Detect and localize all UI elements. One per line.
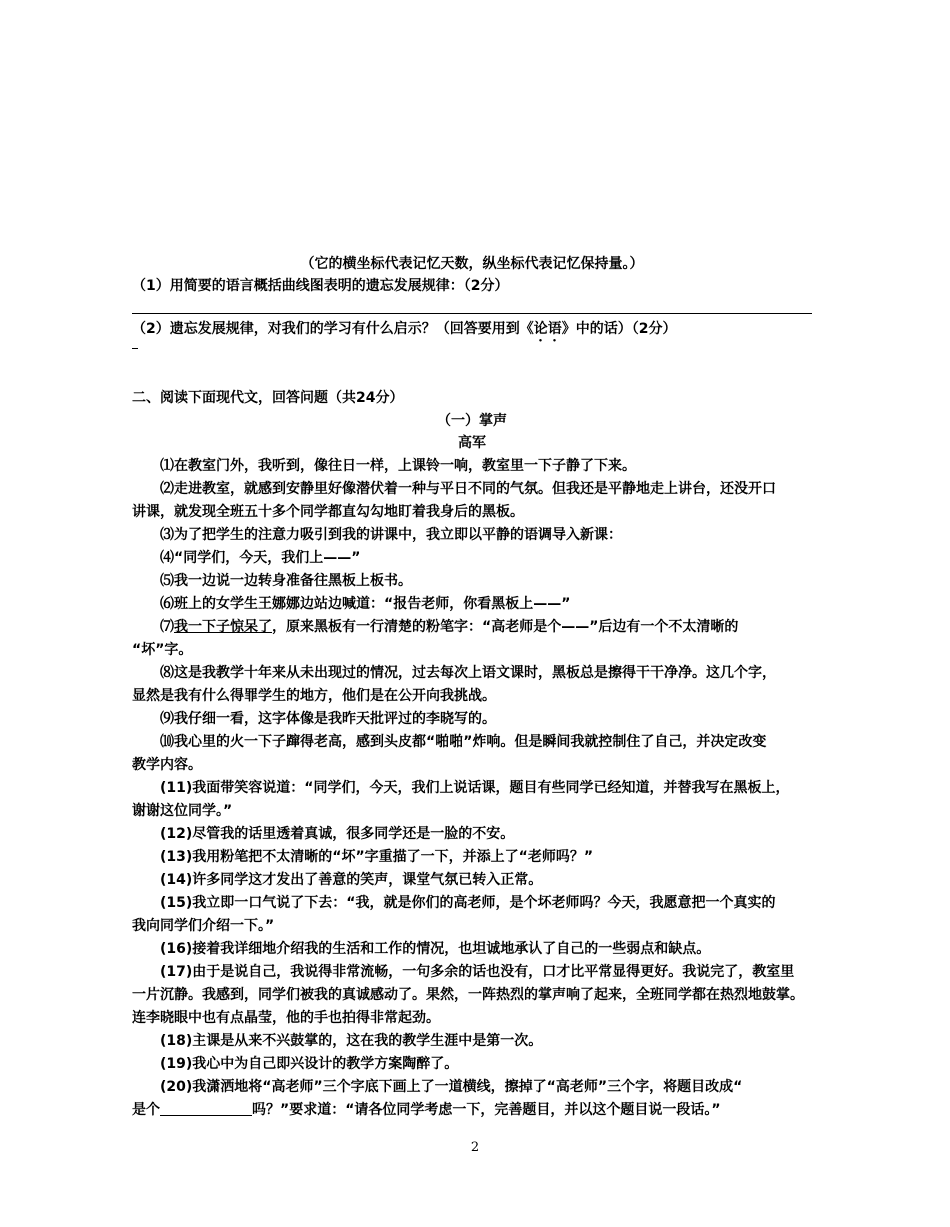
paragraph-18: (18)主课是从来不兴鼓掌的，这在我的教学生涯中是第一次。 xyxy=(160,1033,543,1049)
question-2-after: 中的话）（2分） xyxy=(575,321,677,337)
paragraph-7-rest: ，原来黑板有一行清楚的粉笔字：“高老师是个——”后边有一个不太清晰的 xyxy=(272,619,739,635)
question-1: （1）用简要的语言概括曲线图表明的遗忘发展规律：（2分） xyxy=(132,278,509,294)
paragraph-9: ⑼我仔细一看，这字体像是我昨天批评过的李晓写的。 xyxy=(160,711,496,727)
paragraph-3: ⑶为了把学生的注意力吸引到我的讲课中，我立即以平静的语调导入新课： xyxy=(160,527,622,543)
paragraph-20-line-1: (20)我潇洒地将“高老师”三个字底下画上了一道横线，擦掉了“高老师”三个字，将题目改成“ xyxy=(160,1079,743,1095)
paragraph-19: (19)我心中为自己即兴设计的教学方案陶醉了。 xyxy=(160,1056,459,1072)
story-author: 高军 xyxy=(458,435,486,451)
question-2-emphasis: 《论语》 xyxy=(519,321,576,337)
paragraph-7-number: ⑺ xyxy=(160,619,174,635)
question-2-before: （2）遗忘发展规律，对我们的学习有什么启示？（回答要用到 xyxy=(132,321,520,337)
paragraph-11-line-2: 谢谢这位同学。” xyxy=(132,803,233,819)
paragraph-17-line-3: 连李晓眼中也有点晶莹，他的手也拍得非常起劲。 xyxy=(132,1010,440,1026)
paragraph-16: (16)接着我详细地介绍我的生活和工作的情况，也坦诚地承认了自己的一些弱点和缺点。 xyxy=(160,941,711,957)
paragraph-2-line-1: ⑵走进教室，就感到安静里好像潜伏着一种与平日不同的气氛。但我还是平静地走上讲台，还没开口 xyxy=(160,481,776,497)
question-2 xyxy=(132,318,812,345)
paragraph-7-line-1 xyxy=(160,616,812,638)
paragraph-7-underlined: 我一下子惊呆了 xyxy=(174,619,272,635)
paragraph-14: (14)许多同学这才发出了善意的笑声，课堂气氛已转入正常。 xyxy=(160,872,543,888)
paragraph-12: (12)尽管我的话里透着真诚，很多同学还是一脸的不安。 xyxy=(160,826,515,842)
paragraph-2-line-2: 讲课，就发现全班五十多个同学都直勾勾地盯着我身后的黑板。 xyxy=(132,504,524,520)
section-heading: 二、阅读下面现代文，回答问题（共24分） xyxy=(132,390,404,406)
paragraph-15-line-1: (15)我立即一口气说了下去：“我，就是你们的高老师，是个坏老师吗？今天，我愿意把一个真实的 xyxy=(160,895,776,911)
paragraph-7-line-2: “坏”字。 xyxy=(132,642,193,658)
paragraph-15-line-2: 我向同学们介绍一下。” xyxy=(132,918,275,934)
fill-in-blank[interactable] xyxy=(160,1101,252,1116)
paragraph-8-line-1: ⑻这是我教学十年来从未出现过的情况，过去每次上语文课时，黑板总是擦得干干净净。这几个字， xyxy=(160,665,776,681)
paragraph-20-line-2 xyxy=(132,1099,812,1121)
paragraph-17-line-1: (17)由于是说自己，我说得非常流畅，一句多余的话也没有，口才比平常显得更好。我说完了，教室里 xyxy=(160,964,795,980)
paragraph-17-line-2: 一片沉静。我感到，同学们被我的真诚感动了。果然，一阵热烈的掌声响了起来，全班同学都在热烈地鼓掌。 xyxy=(132,987,804,1003)
paragraph-20-before: 是个 xyxy=(132,1102,160,1118)
paragraph-10-line-2: 教学内容。 xyxy=(132,757,202,773)
paragraph-8-line-2: 显然是我有什么得罪学生的地方，他们是在公开向我挑战。 xyxy=(132,688,496,704)
paragraph-1: ⑴在教室门外，我听到，像往日一样，上课铃一响，教室里一下子静了下来。 xyxy=(160,458,636,474)
story-title: （一）掌声 xyxy=(437,413,507,429)
paragraph-11-line-1: (11)我面带笑容说道：“同学们，今天，我们上说话课，题目有些同学已经知道，并替我写在黑板上， xyxy=(160,780,790,796)
paragraph-5: ⑸我一边说一边转身准备往黑板上板书。 xyxy=(160,573,412,589)
paragraph-6: ⑹班上的女学生王娜娜边站边喊道：“报告老师，你看黑板上——” xyxy=(160,596,571,612)
paragraph-10-line-1: ⑽我心里的火一下子蹿得老高，感到头皮都“啪啪”炸响。但是瞬间我就控制住了自己，并决定改变 xyxy=(160,734,767,750)
paragraph-13: (13)我用粉笔把不太清晰的“坏”字重描了一下，并添上了“老师吗？” xyxy=(160,849,594,865)
answer-line-2-stub xyxy=(132,348,138,349)
answer-line-1 xyxy=(132,313,812,314)
paragraph-20-after: 吗？”要求道：“请各位同学考虑一下，完善题目，并以这个题目说一段话。” xyxy=(252,1102,721,1118)
chart-caption: （它的横坐标代表记忆天数，纵坐标代表记忆保持量。） xyxy=(300,256,644,272)
page-number: 2 xyxy=(470,1140,480,1155)
paragraph-4: ⑷“同学们，今天，我们上——” xyxy=(160,550,361,566)
